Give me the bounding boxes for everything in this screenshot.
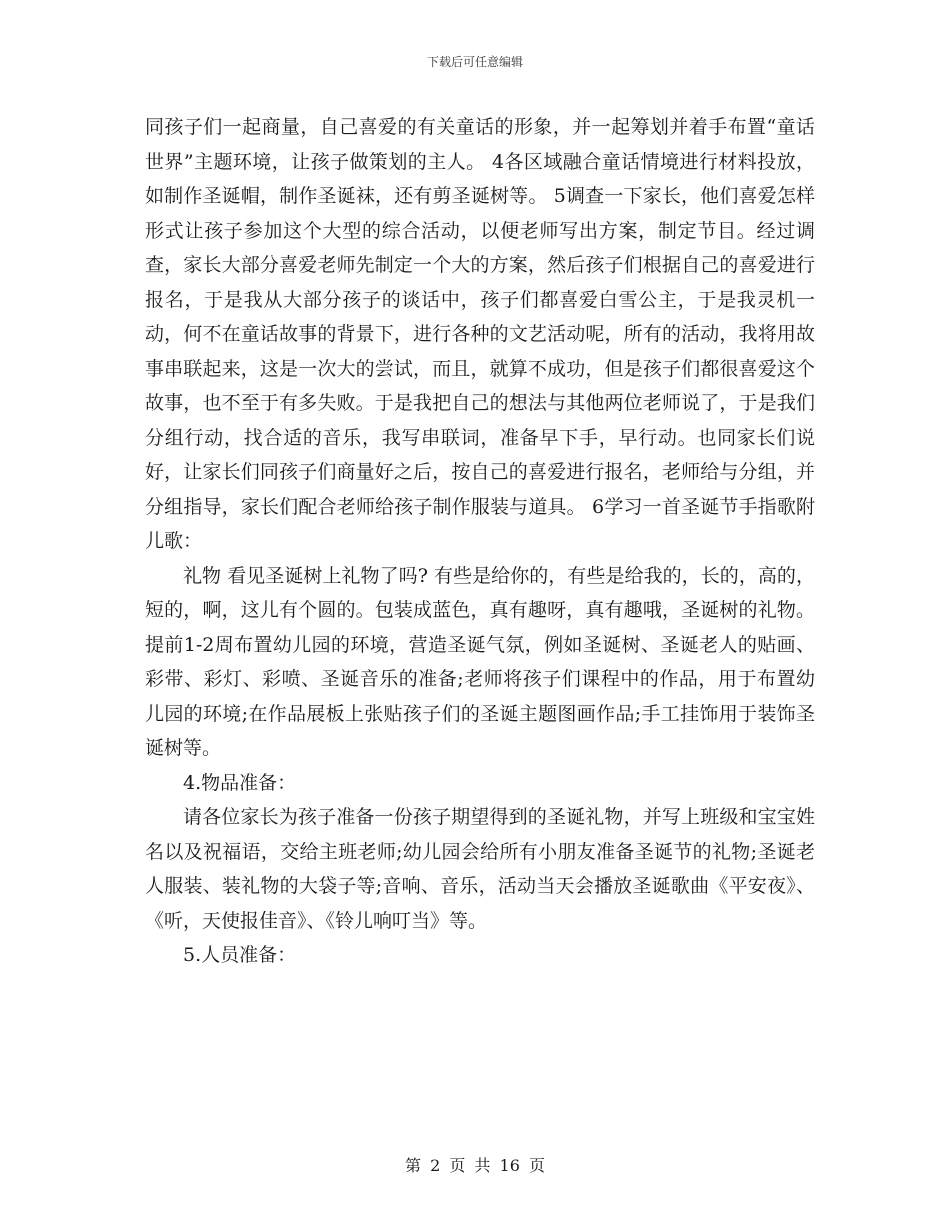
paragraph-3: 请各位家长为孩子准备一份孩子期望得到的圣诞礼物，并写上班级和宝宝姓名以及祝福语，交给主班老师;幼儿园会给所有小朋友准备圣诞节的礼物;圣诞老人服装、装礼物的大袋子等;音响、音乐，活动当天会播放圣诞歌曲《平安夜》、《听，天使报佳音》、《铃儿响叮当》等。 (145, 806, 815, 932)
page-number: 第 2 页 共 16 页 (405, 1156, 545, 1175)
section-heading-4: 4.物品准备： (183, 771, 297, 794)
page-header: 下载后可任意编辑 (426, 55, 523, 69)
section-heading-5: 5.人员准备： (183, 944, 297, 966)
paragraph-2: 礼物 看见圣诞树上礼物了吗? 有些是给你的，有些是给我的，长的，高的，短的，啊，这儿有个圆的。包装成蓝色，真有趣呀，真有趣哦，圣诞树的礼物。提前1-2周布置幼儿园的环境，营造圣诞气氛，例如圣诞树、圣诞老人的贴画、彩带、彩灯、彩喷、圣诞音乐的准备;老师将孩子们课程中的作品，用于布置幼儿园的环境;在作品展板上张贴孩子们的圣诞主题图画作品;手工挂饰用于装饰圣诞树等。 (145, 564, 815, 759)
paragraph-1: 同孩子们一起商量，自己喜爱的有关童话的形象，并一起筹划并着手布置“童话世界”主题环境，让孩子做策划的主人。 4各区域融合童话情境进行材料投放，如制作圣诞帽，制作圣诞袜，还有剪圣诞树等。 5调查一下家长，他们喜爱怎样形式让孩子参加这个大型的综合活动，以便老师写出方案，制定节目。经过调查，家长大部分喜爱老师先制定一个大的方案，然后孩子们根据自己的喜爱进行报名，于是我从大部分孩子的谈话中，孩子们都喜爱白雪公主，于是我灵机一动，何不在童话故事的背景下，进行各种的文艺活动呢，所有的活动，我将用故事串联起来，这是一次大的尝试，而且，就算不成功，但是孩子们都很喜爱这个故事，也不至于有多失败。于是我把自己的想法与其他两位老师说了，于是我们分组行动，找合适的音乐，我写串联词，准备早下手，早行动。也同家长们说好，让家长们同孩子们商量好之后，按自己的喜爱进行报名，老师给与分组，并分组指导，家长们配合老师给孩子制作服装与道具。 6学习一首圣诞节手指歌附儿歌： (145, 116, 815, 552)
document-body (145, 110, 815, 973)
